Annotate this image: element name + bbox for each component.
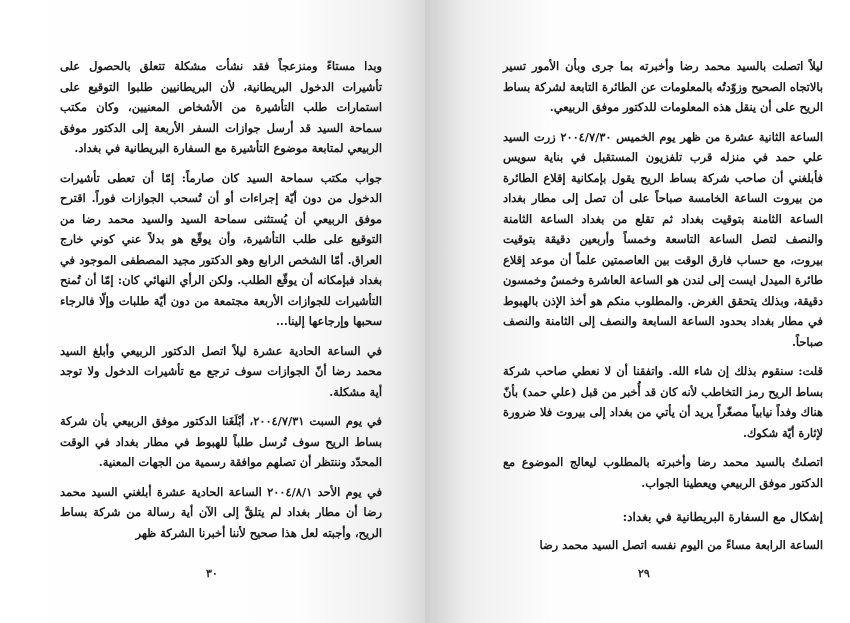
right-page — [425, 0, 850, 623]
right-page-number: ٢٩ — [638, 567, 650, 580]
left-paragraph-3: في الساعة الحادية عشرة ليلاً اتصل الدكتور الربيعي وأبلغ السيد محمد رضا أنّ الجوازات سوف ترجع مع تأشيرات الدخول ولا توجد أية مشكلة. — [60, 343, 382, 399]
right-page-text — [503, 56, 823, 564]
left-paragraph-2: جواب مكتب سماحة السيد كان صارماً: إمّا أن تعطى تأشيرات الدخول من دون أيّة إجراءات أو أن تُسحب الجوازات فوراً. اقترح موفق الربيعي أن يُستثنى سماحة السيد والسيد محمد رضا من التوقيع على طلب التأشيرة، وأن يوقّع هو بدلاً عني كوني خارج العراق. أمّا الشخص الرابع وهو الدكتور مجيد المصطفى الموجود في بغداد فبإمكانه أن يوقّع الطلب. ولكن الرأي النهائي كان: إمّا أن تُمنح التأشيرات للجوازات الأربعة مجتمعة من دون أيّة طلبات وإلّا فالرجاء سحبها وإرجاعها إلينا... — [60, 170, 382, 328]
section-heading: إشكال مع السفارة البريطانية في بغداد: — [622, 510, 823, 524]
right-paragraph-4: اتصلتُ بالسيد محمد رضا وأخبرته بالمطلوب ليعالج الموضوع مع الدكتور موفق الربيعي ويعطينا الجواب. — [503, 455, 823, 490]
left-page-text — [60, 56, 382, 552]
right-paragraph-5: الساعة الرابعة مساءً من اليوم نفسه اتصل السيد محمد رضا — [539, 537, 823, 552]
right-paragraph-2: الساعة الثانية عشرة من ظهر يوم الخميس ٢٠٠٤/٧/٣٠ زرت السيد علي حمد في منزله قرب تلفزيون المستقبل في بناية سويس فأبلغني أن صاحب شركة بساط الريح يقول بإمكانية إقلاع الطائرة من بيروت الساعة الخامسة صباحاً على أن تصل إلى مطار بغداد الساعة الثامنة بتوقيت بغداد ثم تقلع من بغداد الساعة الثامنة والنصف لتصل الساعة التاسعة وخمساً وأربعين دقيقة بتوقيت بيروت، مع حساب فارق الوقت بين العاصمتين علماً أن موعد إقلاع طائرة الميدل ايست إلى لندن هو الساعة العاشرة وخمسٌ وخمسون دقيقة، وبذلك يتحقق الغرض. والمطلوب منكم هو أخذ الإذن بالهبوط في مطار بغداد بحدود الساعة السابعة والنصف إلى الثامنة والنصف صباحاً. — [503, 129, 823, 349]
left-paragraph-4: في يوم السبت ٢٠٠٤/٧/٣١، أبْلَغَنا الدكتور موفق الربيعي بأن شركة بساط الريح سوف تُرسل طلباً للهبوط في مطار بغداد في الوقت المحدّد وننتظر أن تصلهم موافقة رسمية من الجهات المعنية. — [60, 414, 382, 469]
left-paragraph-1: وبدا مستاءً ومنزعجاً فقد نشأت مشكلة تتعلق بالحصول على تأشيرات الدخول البريطانية، لأن البريطانيين طلبوا التوقيع على استمارات طلب التأشيرة من الأشخاص المعنيين، وكان مكتب سماحة السيد قد أرسل جوازات السفر الأربعة إلى الدكتور موفق الربيعي لمتابعة موضوع التأشيرة مع السفارة البريطانية في بغداد. — [60, 59, 382, 155]
right-paragraph-1: ليلاً اتصلت بالسيد محمد رضا وأخبرته بما جرى وبأن الأمور تسير بالاتجاه الصحيح وزوّدتُه بالمعلومات عن الطائرة التابعة لشركة بساط الريح على أن ينقل هذه المعلومات للدكتور موفق الربيعي. — [503, 59, 823, 114]
left-page-number: ٣٠ — [206, 567, 218, 580]
right-paragraph-3: قلت: سنقوم بذلك إن شاء الله. واتفقنا أن لا نعطي صاحب شركة بساط الريح رمز التخاطب لأنه كان قد أُخبر من قبل (علي حمد) بأنّ هناك وفداً نيابياً مصغّراً يريد أن يأتي من بغداد إلى بيروت فلا ضرورة لإثارة أيّة شكوك. — [503, 364, 823, 440]
left-paragraph-5: في يوم الأحد ٢٠٠٤/٨/١ الساعة الحادية عشرة أبلغني السيد محمد رضا أن مطار بغداد لم يتلقَّ إلى الآن أية رسالة من شركة بساط الريح، وأجبته لعل هذا صحيح لأننا أخبرنا الشركة ظهر — [60, 484, 383, 540]
